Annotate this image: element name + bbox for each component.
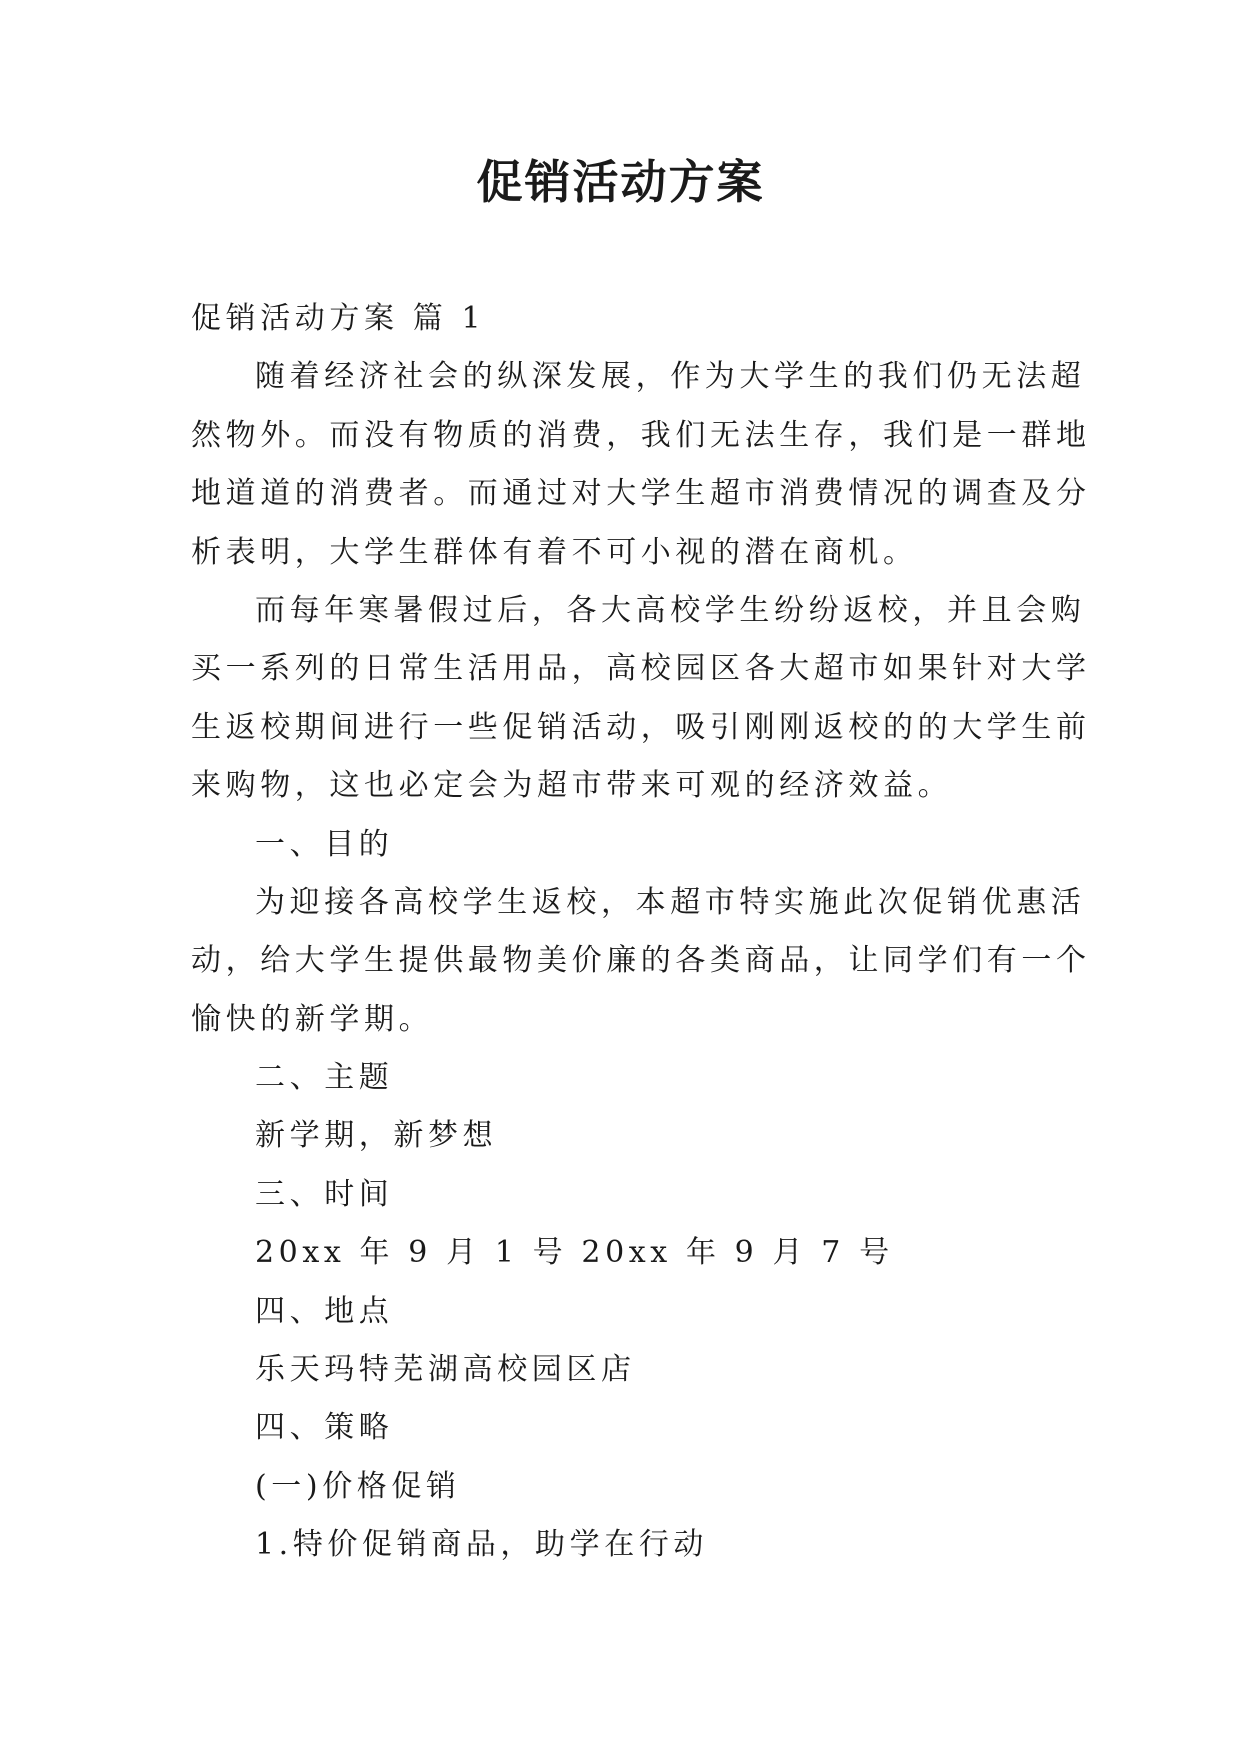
document-title: 促销活动方案 bbox=[476, 155, 765, 209]
section-heading: 四、策略 bbox=[255, 1410, 394, 1446]
paragraph-line: 生返校期间进行一些促销活动，吸引刚刚返校的的大学生前 bbox=[191, 709, 1091, 745]
paragraph-line: 20xx 年 9 月 1 号 20xx 年 9 月 7 号 bbox=[255, 1235, 894, 1271]
paragraph-line: 动，给大学生提供最物美价廉的各类商品，让同学们有一个 bbox=[191, 943, 1091, 979]
paragraph-line: 来购物，这也必定会为超市带来可观的经济效益。 bbox=[191, 768, 953, 804]
section-heading: 三、时间 bbox=[255, 1176, 394, 1212]
paragraph-line: 地道道的消费者。而通过对大学生超市消费情况的调查及分 bbox=[191, 476, 1091, 512]
paragraph-line: 愉快的新学期。 bbox=[191, 1001, 434, 1037]
paragraph-line: 随着经济社会的纵深发展，作为大学生的我们仍无法超 bbox=[255, 359, 1086, 395]
paragraph-line: 乐天玛特芜湖高校园区店 bbox=[255, 1352, 636, 1388]
paragraph-line: 析表明，大学生群体有着不可小视的潜在商机。 bbox=[191, 534, 918, 570]
paragraph-line: 然物外。而没有物质的消费，我们无法生存，我们是一群地 bbox=[191, 417, 1091, 453]
section-heading: 促销活动方案 篇 1 bbox=[191, 301, 486, 336]
subsection-heading: (一)价格促销 bbox=[255, 1468, 461, 1504]
paragraph-line: 为迎接各高校学生返校，本超市特实施此次促销优惠活 bbox=[255, 884, 1086, 920]
document-body bbox=[191, 290, 1091, 1575]
paragraph-line: 买一系列的日常生活用品，高校园区各大超市如果针对大学 bbox=[191, 651, 1091, 687]
list-item: 1.特价促销商品，助学在行动 bbox=[255, 1527, 709, 1563]
section-heading: 四、地点 bbox=[255, 1293, 394, 1329]
paragraph-line: 新学期，新梦想 bbox=[255, 1118, 498, 1154]
section-heading: 一、目的 bbox=[255, 826, 394, 862]
section-heading: 二、主题 bbox=[255, 1060, 394, 1096]
paragraph-line: 而每年寒暑假过后，各大高校学生纷纷返校，并且会购 bbox=[255, 592, 1086, 628]
